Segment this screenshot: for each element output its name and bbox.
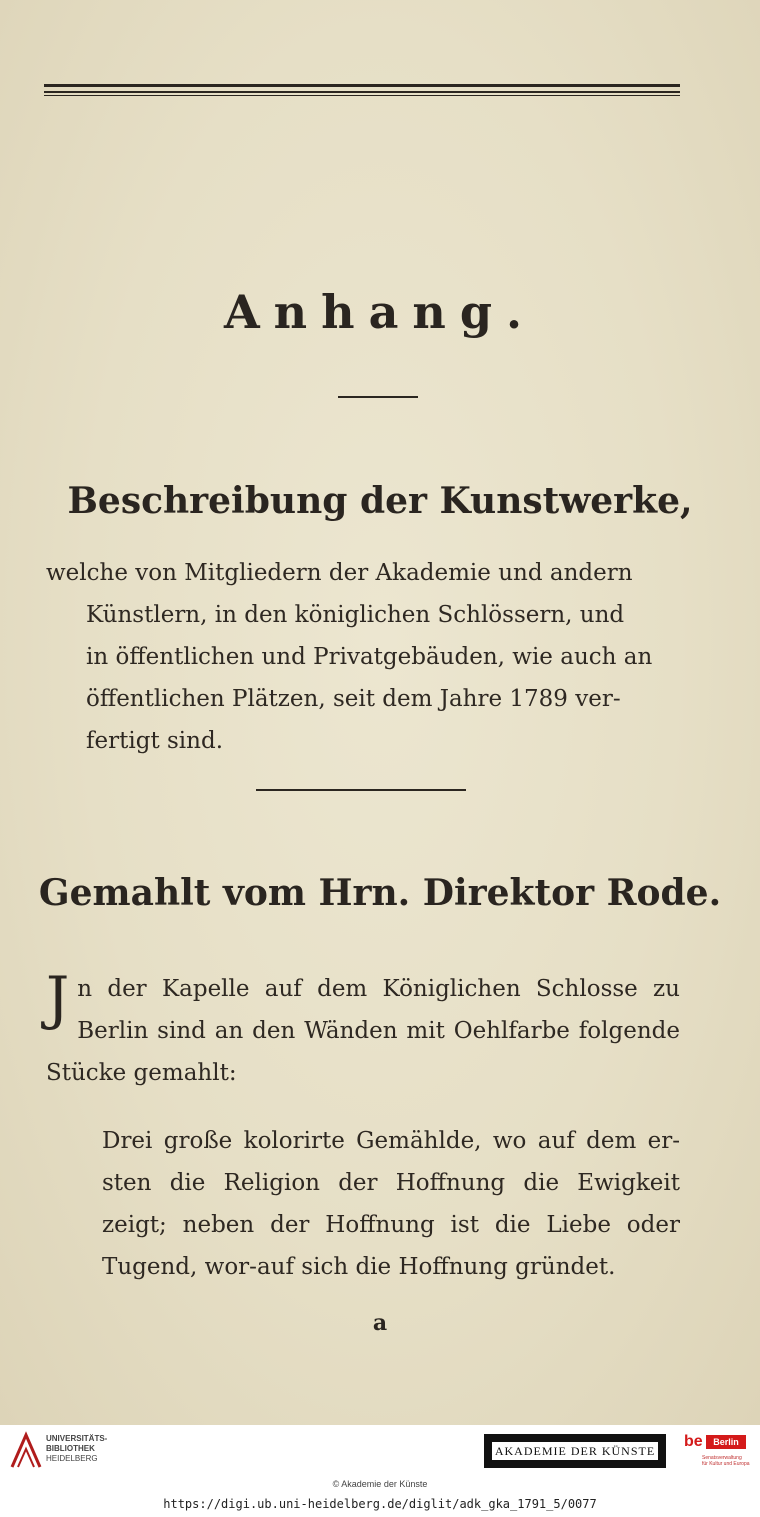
berlin-tag: Berlin (706, 1435, 746, 1449)
drop-cap: J (46, 964, 70, 1032)
divider (338, 396, 418, 398)
section-heading: Beschreibung der Kunstwerke, (67, 480, 693, 522)
berlin-subtitle-line: Senatsverwaltung (702, 1455, 742, 1461)
signature-mark: a (372, 1310, 388, 1336)
copyright-notice: © Akademie der Künste (332, 1479, 428, 1489)
berlin-subtitle-line: für Kultur und Europa (702, 1461, 750, 1467)
top-rule (44, 84, 680, 87)
academy-label: AKADEMIE DER KÜNSTE (492, 1442, 658, 1460)
academy-logo[interactable] (484, 1434, 666, 1468)
intro-line: fertigt sind. (86, 728, 224, 754)
berlin-be-mark: be (684, 1433, 703, 1450)
paragraph-text: Drei große kolorirte Gemählde, wo auf dem er-sten die Religion der Hoffnung die Ewigkeit zeigt; neben der Hoffnung ist die Liebe oder Tugend, wor-auf sich die Hoffnung gründet. (102, 1128, 680, 1280)
top-rule (44, 95, 680, 96)
berlin-subtitle (702, 1455, 750, 1467)
top-rule (44, 91, 680, 93)
permalink-url[interactable]: https://digi.ub.uni-heidelberg.de/diglit/adk_gka_1791_5/0077 (163, 1497, 597, 1511)
divider (256, 789, 466, 791)
library-name-line: BIBLIOTHEK (46, 1444, 95, 1453)
intro-line: öffentlichen Plätzen, seit dem Jahre 1789 ver- (86, 686, 621, 712)
subheading: Gemahlt vom Hrn. Direktor Rode. (38, 872, 722, 914)
library-name-line: HEIDELBERG (46, 1454, 98, 1463)
paragraph-1 (46, 964, 680, 1094)
intro-line: welche von Mitgliedern der Akademie und andern (46, 560, 633, 586)
page-title: Anhang. (223, 285, 536, 339)
berlin-logo[interactable] (684, 1433, 750, 1475)
library-name-line: UNIVERSITÄTS- (46, 1434, 108, 1443)
university-library-name[interactable] (46, 1434, 107, 1464)
intro-paragraph (46, 552, 676, 762)
paragraph-2 (46, 1120, 680, 1288)
university-library-logo-icon[interactable] (8, 1431, 44, 1471)
intro-line: in öffentlichen und Privatgebäuden, wie auch an (86, 644, 653, 670)
intro-line: Künstlern, in den königlichen Schlössern, und (86, 602, 625, 628)
paragraph-text: n der Kapelle auf dem Königlichen Schlosse zu Berlin sind an den Wänden mit Oehlfarbe folgende Stücke gemahlt: (46, 976, 680, 1086)
